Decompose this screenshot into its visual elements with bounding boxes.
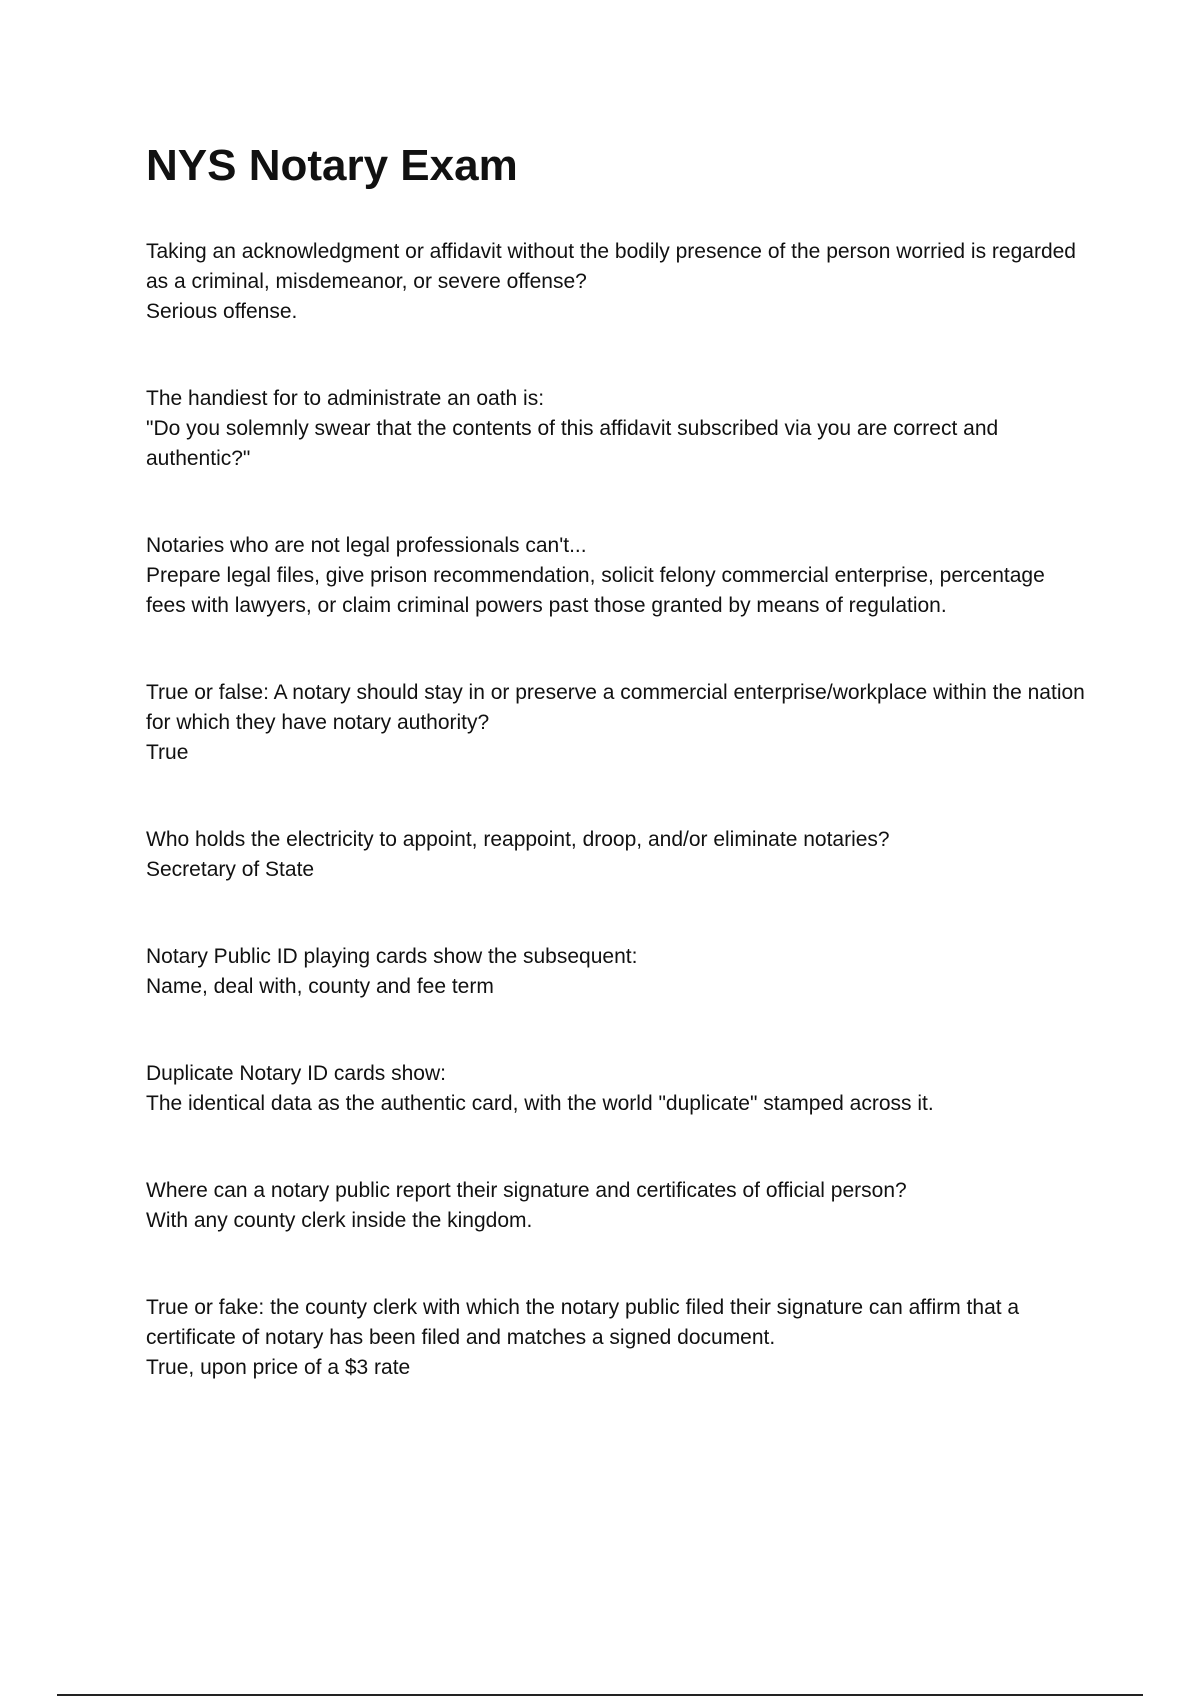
qa-item bbox=[146, 1176, 1086, 1236]
answer-text: True, upon price of a $3 rate bbox=[146, 1356, 411, 1379]
question-text: Notaries who are not legal professionals can't... bbox=[146, 534, 587, 557]
qa-item bbox=[146, 942, 1086, 1002]
qa-item bbox=[146, 678, 1086, 768]
question-text: Duplicate Notary ID cards show: bbox=[146, 1062, 446, 1085]
answer-text: The identical data as the authentic card, with the world "duplicate" stamped across it. bbox=[146, 1092, 934, 1115]
question-text: True or fake: the county clerk with which the notary public filed their signature can affirm that a certificate of notary has been filed and matches a signed document. bbox=[146, 1296, 1020, 1349]
answer-text: Secretary of State bbox=[146, 858, 315, 881]
question-text: Taking an acknowledgment or affidavit without the bodily presence of the person worried is regarded as a criminal, misdemeanor, or severe offense? bbox=[146, 240, 1076, 293]
qa-list bbox=[146, 237, 1086, 1383]
answer-text: "Do you solemnly swear that the contents of this affidavit subscribed via you are correct and authentic?" bbox=[146, 417, 999, 470]
question-text: The handiest for to administrate an oath is: bbox=[146, 387, 545, 410]
qa-item bbox=[146, 1059, 1086, 1119]
question-text: True or false: A notary should stay in or preserve a commercial enterprise/workplace within the nation for which they have notary authority? bbox=[146, 681, 1085, 734]
answer-text: True bbox=[146, 741, 189, 764]
qa-item bbox=[146, 1293, 1086, 1383]
answer-text: Serious offense. bbox=[146, 300, 298, 323]
page-title: NYS Notary Exam bbox=[146, 141, 518, 190]
qa-item bbox=[146, 384, 1086, 474]
qa-item bbox=[146, 237, 1086, 327]
footer-divider bbox=[57, 1694, 1143, 1696]
answer-text: With any county clerk inside the kingdom. bbox=[146, 1209, 533, 1232]
question-text: Where can a notary public report their signature and certificates of official person? bbox=[146, 1179, 907, 1202]
question-text: Notary Public ID playing cards show the subsequent: bbox=[146, 945, 638, 968]
qa-item bbox=[146, 825, 1086, 885]
answer-text: Prepare legal files, give prison recommendation, solicit felony commercial enterprise, percentage fees with lawyers, or claim criminal powers past those granted by means of regulation. bbox=[146, 564, 1045, 617]
question-text: Who holds the electricity to appoint, reappoint, droop, and/or eliminate notaries? bbox=[146, 828, 890, 851]
answer-text: Name, deal with, county and fee term bbox=[146, 975, 494, 998]
qa-item bbox=[146, 531, 1086, 621]
